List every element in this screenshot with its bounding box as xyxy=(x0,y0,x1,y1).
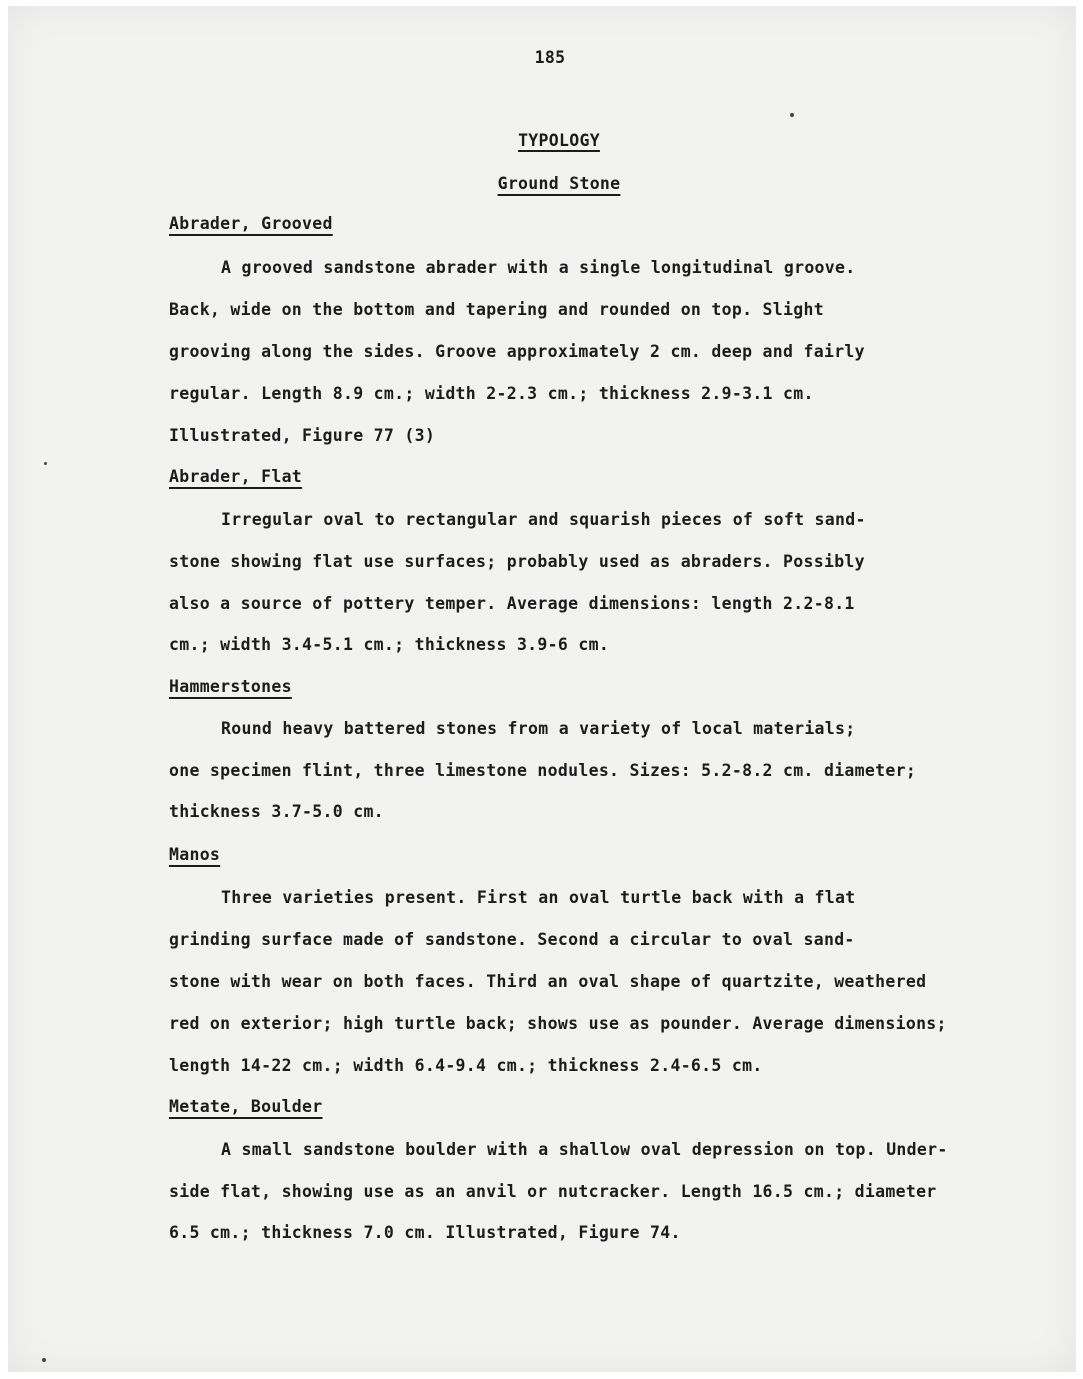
paragraph-line: thickness 3.7-5.0 cm. xyxy=(169,802,384,821)
paragraph-line: grooving along the sides. Groove approximately 2 cm. deep and fairly xyxy=(169,342,865,361)
ink-speck xyxy=(790,113,794,117)
paragraph-line: Three varieties present. First an oval turtle back with a flat xyxy=(221,888,856,907)
page-title: TYPOLOGY xyxy=(518,131,600,150)
paragraph-line: cm.; width 3.4-5.1 cm.; thickness 3.9-6 cm. xyxy=(169,635,610,654)
paragraph-line: 6.5 cm.; thickness 7.0 cm. Illustrated, Figure 74. xyxy=(169,1223,681,1242)
paragraph-line: stone showing flat use surfaces; probably used as abraders. Possibly xyxy=(169,552,865,571)
section-heading-metate-boulder: Metate, Boulder xyxy=(169,1097,323,1116)
page-subtitle: Ground Stone xyxy=(497,174,621,193)
paragraph-line: A grooved sandstone abrader with a single longitudinal groove. xyxy=(221,258,856,277)
paragraph-line: Illustrated, Figure 77 (3) xyxy=(169,426,436,445)
section-heading-manos: Manos xyxy=(169,845,221,864)
section-heading-abrader-flat: Abrader, Flat xyxy=(169,467,303,486)
paragraph-line: side flat, showing use as an anvil or nutcracker. Length 16.5 cm.; diameter xyxy=(169,1182,937,1201)
paragraph-line: length 14-22 cm.; width 6.4-9.4 cm.; thickness 2.4-6.5 cm. xyxy=(169,1056,763,1075)
paragraph-line: Back, wide on the bottom and tapering and rounded on top. Slight xyxy=(169,300,824,319)
paragraph-line: one specimen flint, three limestone nodules. Sizes: 5.2-8.2 cm. diameter; xyxy=(169,761,917,780)
paragraph-line: red on exterior; high turtle back; shows use as pounder. Average dimensions; xyxy=(169,1014,947,1033)
section-heading-hammerstones: Hammerstones xyxy=(169,677,292,696)
ink-speck xyxy=(44,462,47,465)
paragraph-line: Irregular oval to rectangular and squarish pieces of soft sand- xyxy=(221,510,866,529)
paragraph-line: regular. Length 8.9 cm.; width 2-2.3 cm.; thickness 2.9-3.1 cm. xyxy=(169,384,814,403)
paragraph-line: Round heavy battered stones from a variety of local materials; xyxy=(221,719,856,738)
paragraph-line: A small sandstone boulder with a shallow oval depression on top. Under- xyxy=(221,1140,948,1159)
paragraph-line: also a source of pottery temper. Average dimensions: length 2.2-8.1 xyxy=(169,594,855,613)
paragraph-line: grinding surface made of sandstone. Second a circular to oval sand- xyxy=(169,930,855,949)
section-heading-abrader-grooved: Abrader, Grooved xyxy=(169,214,333,233)
page-number: 185 xyxy=(534,48,566,67)
ink-speck xyxy=(42,1358,46,1362)
paragraph-line: stone with wear on both faces. Third an oval shape of quartzite, weathered xyxy=(169,972,927,991)
